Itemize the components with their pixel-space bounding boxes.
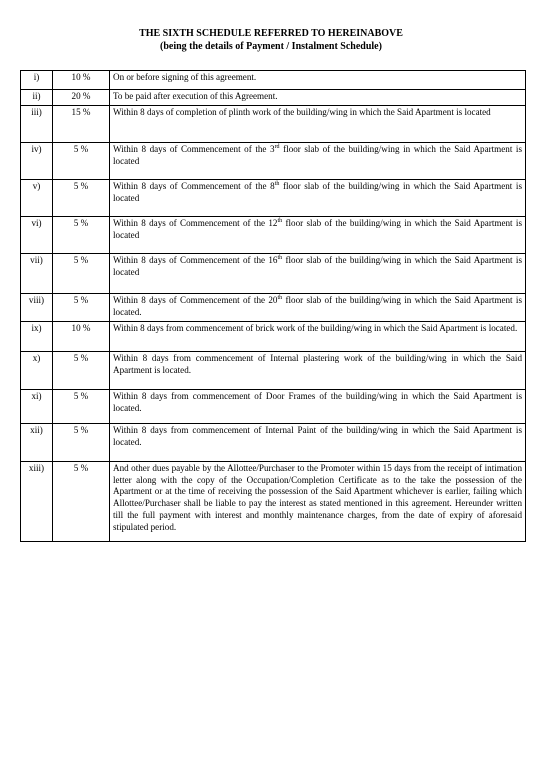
row-number: viii)	[21, 293, 53, 321]
ordinal-suffix: th	[277, 254, 283, 261]
row-description	[110, 321, 526, 351]
description-text: Within 8 days of Commencement of the 20	[113, 294, 278, 305]
row-percentage: 5 %	[53, 179, 110, 216]
row-description	[110, 179, 526, 216]
row-description	[110, 71, 526, 90]
schedule-row	[21, 90, 526, 106]
schedule-row	[21, 423, 526, 461]
description-text: Within 8 days from commencement of Internal plastering work of the building/wing in which the Said Apartment is located.	[113, 352, 522, 375]
row-percentage: 5 %	[53, 142, 110, 179]
description-text: To be paid after execution of this Agreement.	[113, 91, 278, 101]
ordinal-suffix: th	[274, 180, 280, 187]
description-text: Within 8 days of completion of plinth work of the building/wing in which the Said Apartment is located	[113, 106, 491, 117]
row-description	[110, 389, 526, 423]
ordinal-suffix: rd	[274, 143, 280, 150]
description-text-continued: floor slab of the building/wing in which the Said Apartment is located	[113, 143, 522, 166]
row-number: vii)	[21, 253, 53, 293]
row-number: ix)	[21, 321, 53, 351]
schedule-row	[21, 321, 526, 351]
row-description	[110, 216, 526, 253]
description-text: Within 8 days from commencement of Internal Paint of the building/wing in which the Said Apartment is located.	[113, 424, 522, 447]
schedule-row	[21, 71, 526, 90]
title-line-1: THE SIXTH SCHEDULE REFERRED TO HEREINABOVE	[139, 28, 403, 39]
title-line-2: (being the details of Payment / Instalment Schedule)	[160, 41, 382, 52]
schedule-row	[21, 461, 526, 541]
row-percentage: 10 %	[53, 71, 110, 90]
row-description	[110, 423, 526, 461]
row-percentage: 5 %	[53, 389, 110, 423]
description-text: Within 8 days of Commencement of the 3	[113, 143, 275, 154]
row-description	[110, 142, 526, 179]
row-percentage: 5 %	[53, 253, 110, 293]
description-text: Within 8 days from commencement of Door Frames of the building/wing in which the Said Apartment is located.	[113, 390, 522, 413]
schedule-row	[21, 142, 526, 179]
row-percentage: 5 %	[53, 423, 110, 461]
schedule-row	[21, 253, 526, 293]
row-number: iii)	[21, 105, 53, 142]
description-text: Within 8 days from commencement of brick work of the building/wing in which the Said Apartment is located.	[113, 322, 518, 333]
row-description	[110, 105, 526, 142]
description-text-continued: floor slab of the building/wing in which the Said Apartment is located	[113, 217, 522, 240]
row-percentage: 5 %	[53, 461, 110, 541]
description-text-continued: floor slab of the building/wing in which the Said Apartment is located	[113, 180, 522, 203]
row-number: i)	[21, 71, 53, 90]
ordinal-suffix: th	[277, 294, 283, 301]
schedule-row	[21, 105, 526, 142]
schedule-row	[21, 179, 526, 216]
row-percentage: 15 %	[53, 105, 110, 142]
ordinal-suffix: th	[277, 217, 283, 224]
row-percentage: 5 %	[53, 293, 110, 321]
row-description	[110, 253, 526, 293]
description-text: Within 8 days of Commencement of the 8	[113, 180, 275, 191]
description-text: And other dues payable by the Allottee/Purchaser to the Promoter within 15 days from the receipt of intimation letter along with the copy of the Occupation/Completion Certificate as to the take the possession of the Apartment or at the time of receiving the possession of the Said Apartment whichever is earlier, failing which Allottee/Purchaser shall be liable to pay the interest as stated mentioned in this agreement. Hereunder written till the full payment with interest and monthly maintenance charges, from the date of expiry of aforesaid stipulated period.	[113, 462, 522, 532]
row-number: xii)	[21, 423, 53, 461]
row-number: ii)	[21, 90, 53, 106]
description-text: Within 8 days of Commencement of the 12	[113, 217, 278, 228]
schedule-row	[21, 293, 526, 321]
row-number: xi)	[21, 389, 53, 423]
description-text: On or before signing of this agreement.	[113, 72, 257, 82]
schedule-row	[21, 389, 526, 423]
row-number: iv)	[21, 142, 53, 179]
row-number: x)	[21, 351, 53, 389]
row-description	[110, 90, 526, 106]
description-text: Within 8 days of Commencement of the 16	[113, 254, 278, 265]
schedule-row	[21, 351, 526, 389]
description-text-continued: floor slab of the building/wing in which the Said Apartment is located	[113, 254, 522, 277]
row-number: xiii)	[21, 461, 53, 541]
row-number: v)	[21, 179, 53, 216]
schedule-row	[21, 216, 526, 253]
row-percentage: 5 %	[53, 351, 110, 389]
payment-schedule-table	[20, 70, 526, 542]
row-description	[110, 461, 526, 541]
row-description	[110, 293, 526, 321]
row-number: vi)	[21, 216, 53, 253]
row-percentage: 5 %	[53, 216, 110, 253]
schedule-body	[21, 71, 526, 542]
description-text-continued: floor slab of the building/wing in which the Said Apartment is located.	[113, 294, 522, 317]
row-percentage: 10 %	[53, 321, 110, 351]
row-percentage: 20 %	[53, 90, 110, 106]
schedule-title	[0, 27, 542, 53]
row-description	[110, 351, 526, 389]
